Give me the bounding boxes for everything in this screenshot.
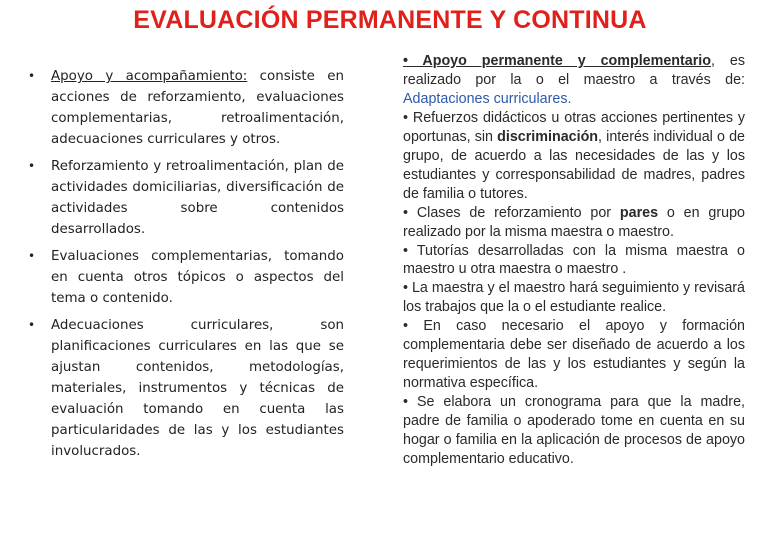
page-title: EVALUACIÓN PERMANENTE Y CONTINUA — [133, 6, 647, 34]
paragraph-formacion: • En caso necesario el apoyo y formación complementaria debe ser diseñado de acuerdo a los requerimientos de las y los estudiantes y según la normativa específica. — [403, 318, 745, 392]
list-item — [28, 156, 344, 240]
paragraph-text: , es realizado por la o el maestro a través de: — [403, 53, 745, 88]
paragraph-lead: • Apoyo permanente y complementario — [403, 53, 712, 69]
left-bullet-list — [28, 66, 344, 468]
emphasis-pares: pares — [619, 204, 659, 221]
adaptaciones-link-text: Adaptaciones curriculares. — [403, 90, 572, 107]
paragraph-text: • Refuerzos didácticos u otras acciones pertinentes y oportunas, sin — [403, 109, 745, 145]
item-text: consiste en acciones de reforzamiento, evaluaciones complementarias, retroalimentación, adecuaciones curriculares y otros. — [51, 69, 344, 147]
paragraph-refuerzos — [403, 109, 745, 204]
item-text: Evaluaciones complementarias, tomando en cuenta otros tópicos o aspectos del tema o contenido. — [51, 249, 344, 306]
paragraph-cronograma: • Se elabora un cronograma para que la madre, padre de familia o apoderado tome en cuenta en su hogar o familia en la aplicación de procesos de apoyo complementario educativo. — [403, 394, 745, 468]
list-item — [28, 66, 344, 150]
list-item — [28, 315, 344, 462]
paragraph-clases — [403, 204, 745, 242]
paragraph-seguimiento: • La maestra y el maestro hará seguimiento y revisará los trabajos que la o el estudiante realice. — [403, 280, 745, 316]
paragraph-text: , interés individual o de grupo, de acuerdo a las necesidades de las y los estudiantes y corresponsabilidad de madres, padres de familia o tutores. — [403, 128, 745, 202]
item-text: Reforzamiento y retroalimentación, plan de actividades domiciliarias, diversificación de actividades sobre contenidos desarrollados. — [51, 159, 344, 237]
item-text: Adecuaciones curriculares, son planificaciones curriculares en las que se ajustan contenidos, metodologías, materiales, instrumentos y técnicas de evaluación tomando en cuenta las particularidades de las y los estudiantes involucrados. — [51, 318, 344, 459]
item-lead: Apoyo y acompañamiento: — [51, 69, 248, 84]
emphasis-discriminacion: discriminación — [497, 128, 599, 145]
paragraph-apoyo — [403, 52, 745, 109]
list-item — [28, 246, 344, 309]
bullet-marker: • — [28, 159, 36, 173]
bullet-marker: • — [28, 318, 36, 332]
paragraph-text: o en grupo realizado por la misma maestra o maestro. — [403, 204, 745, 240]
paragraph-text: • Clases de reforzamiento por — [403, 204, 620, 221]
bullet-marker: • — [28, 69, 36, 83]
bullet-marker: • — [28, 249, 36, 263]
paragraph-tutorias: • Tutorías desarrolladas con la misma maestra o maestro u otra maestra o maestro . — [403, 242, 745, 278]
right-text-block — [403, 52, 745, 469]
